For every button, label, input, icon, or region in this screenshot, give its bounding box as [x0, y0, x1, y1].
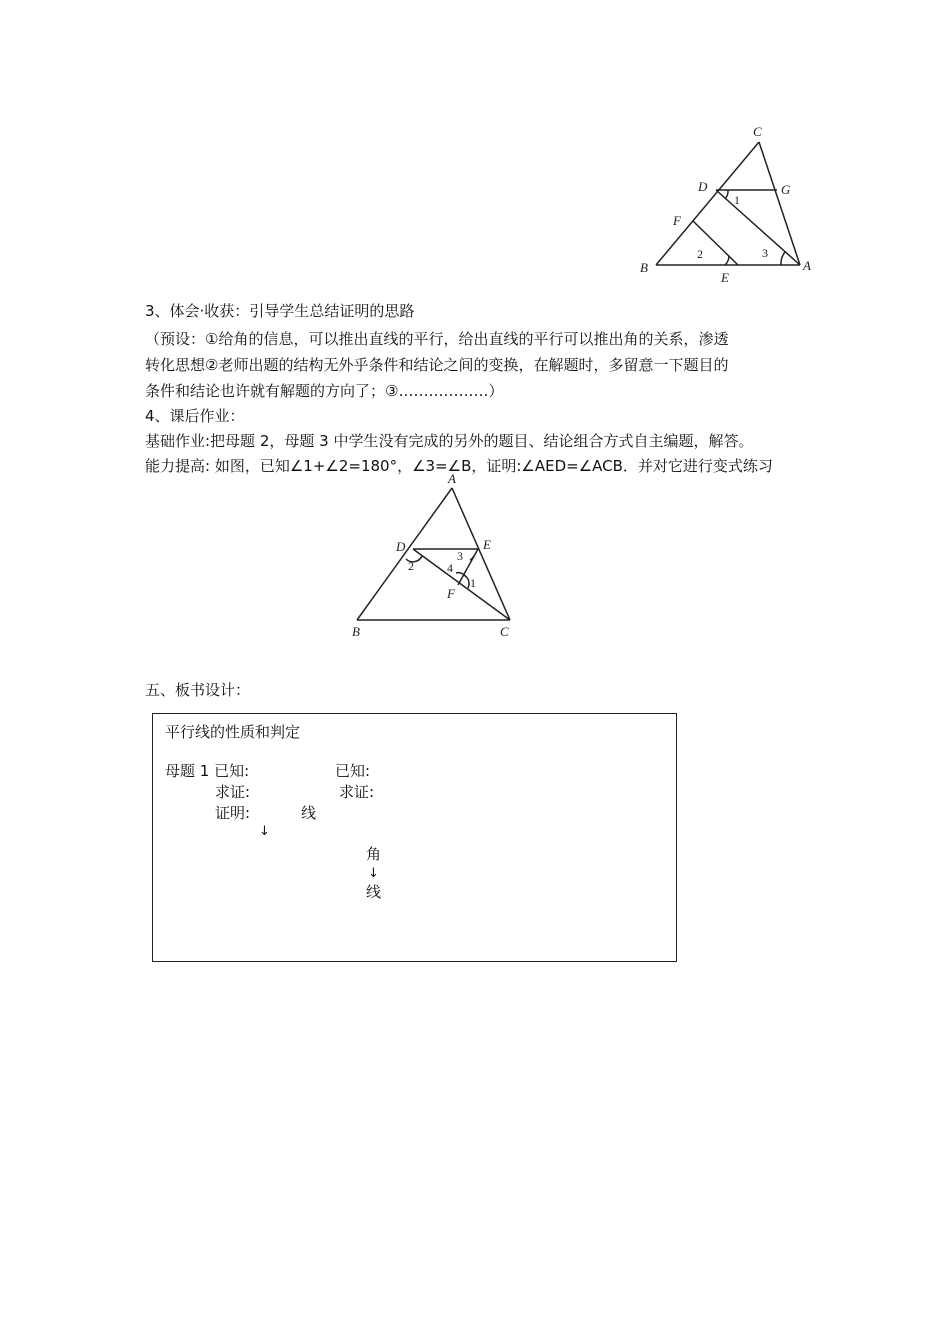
board-prove-left: 求证: — [215, 783, 251, 801]
board-design-box — [152, 713, 677, 962]
label-e: E — [483, 537, 491, 552]
board-title: 平行线的性质和判定 — [165, 723, 301, 741]
board-mother-problem-known: 母题 1 已知: — [165, 762, 250, 780]
segment-bc — [656, 142, 759, 265]
angle-label-2: 2 — [697, 247, 703, 261]
board-known-right: 已知: — [335, 762, 371, 780]
section4-advanced: 能力提高: 如图，已知∠1+∠2=180°，∠3=∠B，证明:∠AED=∠ACB．并对它进行变式练习 — [145, 457, 773, 475]
label-c: C — [500, 624, 509, 639]
figure-triangle-abc — [340, 470, 530, 642]
label-g: G — [781, 182, 791, 197]
board-line-top: 线 — [301, 804, 317, 822]
label-c: C — [753, 124, 762, 139]
label-d: D — [698, 179, 708, 194]
section5-heading: 五、板书设计： — [145, 681, 251, 699]
segment-ab — [357, 488, 452, 620]
section4-basic: 基础作业:把母题 2，母题 3 中学生没有完成的另外的题目、结论组合方式自主编题，解答。 — [145, 432, 754, 450]
board-prove-right: 求证: — [339, 783, 375, 801]
angle-label-3: 3 — [457, 549, 463, 563]
figure-triangle-cba — [630, 118, 830, 290]
board-arrow-down-2: ↓ — [368, 866, 379, 881]
angle-arc-3 — [781, 252, 785, 265]
label-a: A — [803, 258, 811, 273]
section3-para-line1: （预设：①给角的信息，可以推出直线的平行，给出直线的平行可以推出角的关系，渗透 — [145, 330, 729, 348]
angle-label-2: 2 — [408, 559, 414, 573]
board-arrow-down-1: ↓ — [259, 824, 270, 839]
angle-label-3: 3 — [762, 246, 768, 260]
label-f: F — [673, 213, 681, 228]
label-e: E — [721, 270, 729, 285]
angle-label-4: 4 — [447, 561, 453, 575]
angle-arc-1 — [725, 190, 728, 199]
board-angle: 角 — [366, 845, 382, 863]
label-d: D — [396, 539, 406, 554]
angle-arc-3 — [470, 556, 474, 560]
section3-para-line2: 转化思想②老师出题的结构无外乎条件和结论之间的变换，在解题时，多留意一下题目的 — [145, 356, 729, 374]
label-b: B — [640, 260, 648, 275]
section3-para-line3: 条件和结论也许就有解题的方向了；③………………） — [145, 382, 504, 400]
angle-label-1: 1 — [470, 576, 476, 590]
section4-heading: 4、课后作业： — [145, 407, 245, 425]
board-proof: 证明: — [215, 804, 251, 822]
angle-label-1: 1 — [734, 193, 740, 207]
section3-heading: 3、体会·收获：引导学生总结证明的思路 — [145, 302, 415, 320]
label-a: A — [448, 471, 456, 486]
board-line-bottom: 线 — [366, 883, 382, 901]
label-f: F — [447, 586, 455, 601]
angle-arc-2 — [725, 256, 729, 265]
label-b: B — [352, 624, 360, 639]
